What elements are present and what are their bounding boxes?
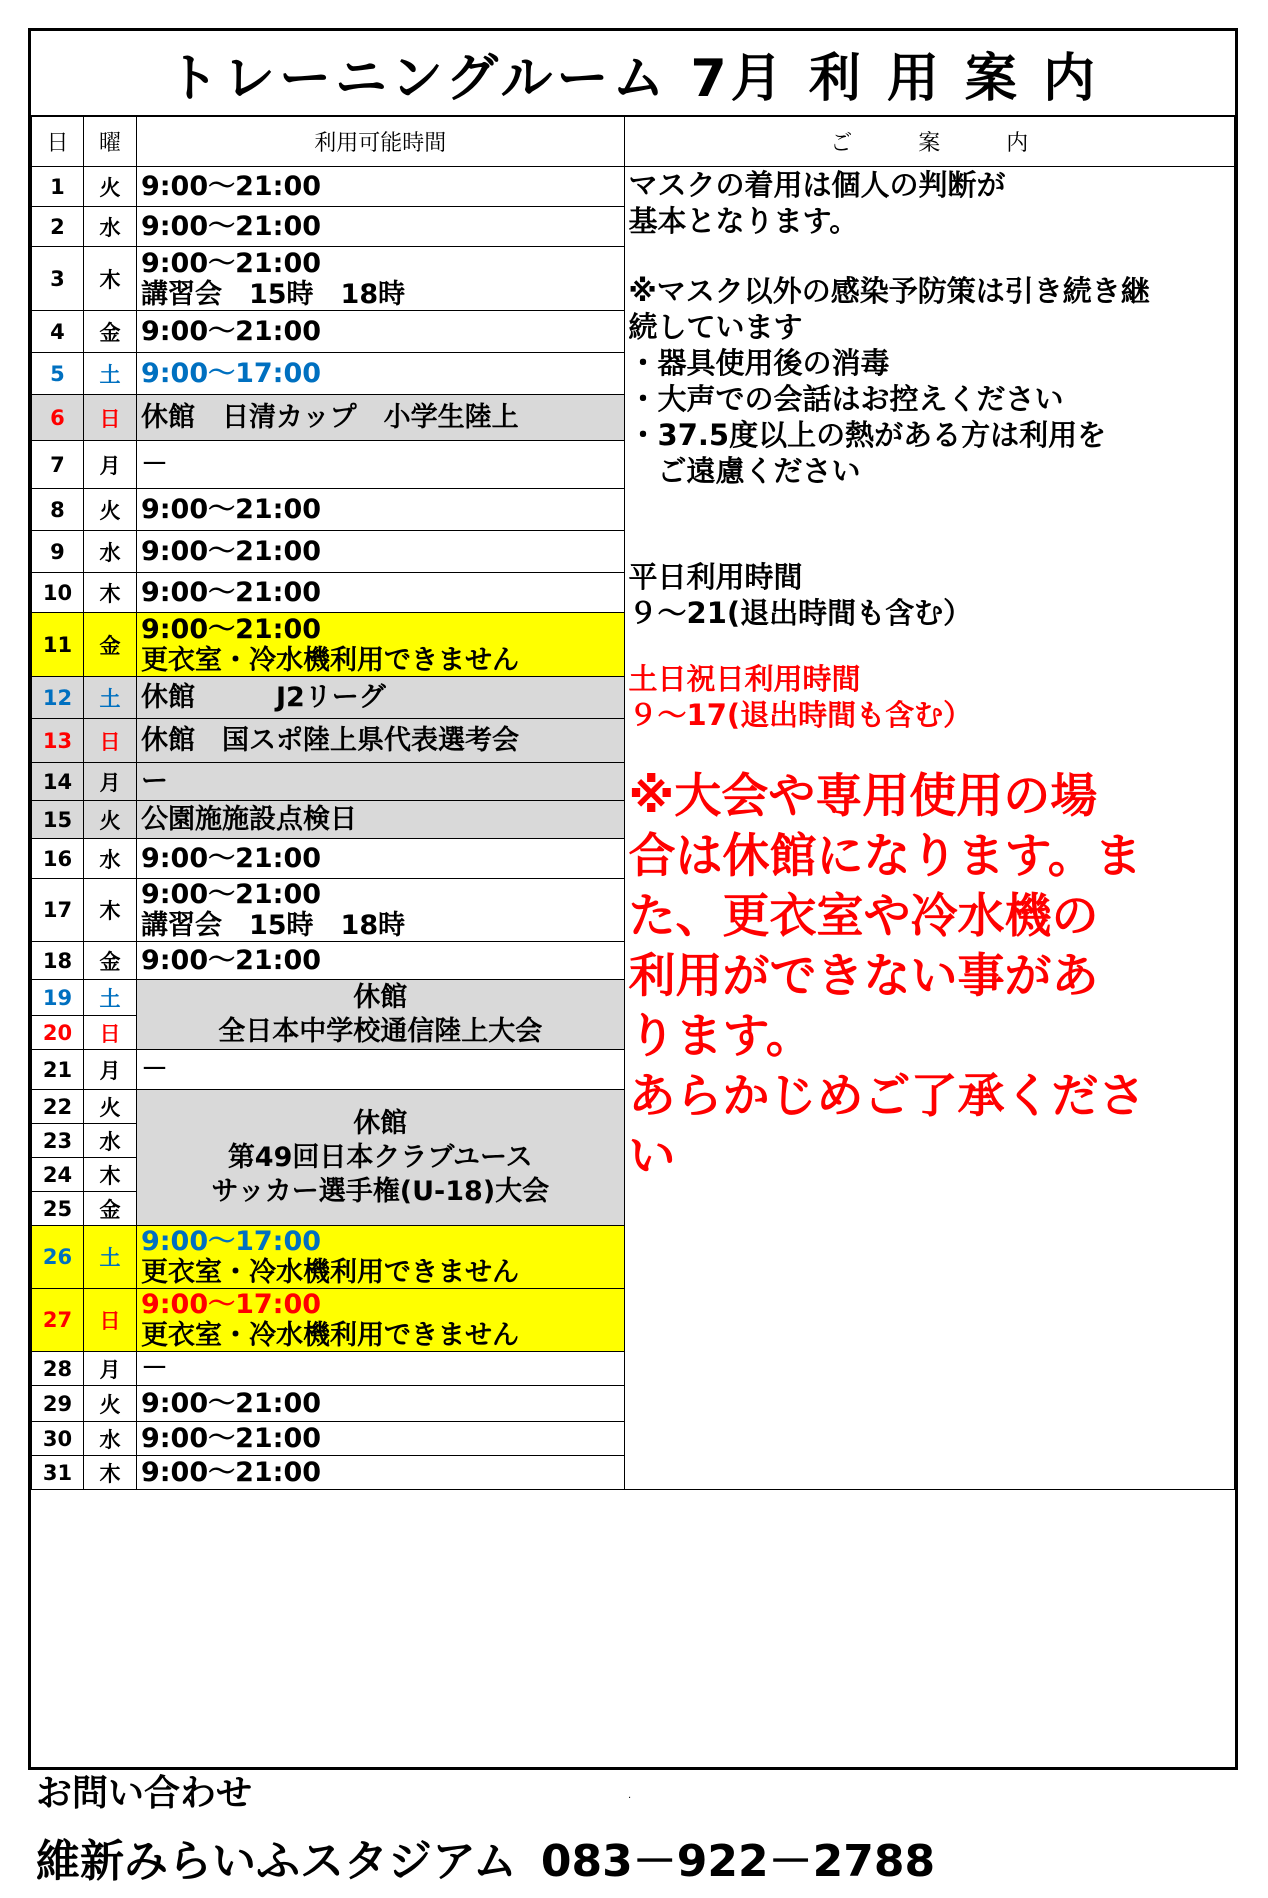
day-cell: 9 [32,531,84,573]
day-cell: 27 [32,1289,84,1352]
weekday-cell: 木 [83,879,136,942]
time-line: 更衣室・冷水機利用できません [140,644,519,676]
time-line: 公園施施設点検日 [140,804,357,835]
day-cell: 26 [32,1226,84,1289]
time-line: 講習会 15時 18時 [140,910,406,941]
time-cell [136,489,624,531]
time-cell [136,395,624,441]
time-line: 休館 J2リーグ [140,682,386,713]
day-cell: 21 [32,1050,84,1090]
day-cell: 24 [32,1158,84,1192]
guide-cell [624,167,1234,1490]
time-line: 9:00～21:00 [140,879,322,910]
weekday-cell: 木 [83,573,136,613]
day-cell: 7 [32,441,84,489]
schedule-row [32,167,1235,207]
weekday-cell: 日 [83,719,136,763]
time-cell [136,1226,624,1289]
time-line: 休館 日清カップ 小学生陸上 [140,402,519,433]
weekday-cell: 月 [83,1050,136,1090]
notice-line: 利用ができない事があ [628,949,1099,1004]
weekday-cell: 水 [83,1124,136,1158]
weekday-cell: 日 [83,1016,136,1050]
guide-measure-line: ・37.5度以上の熱がある方は利用を [628,418,1107,452]
guide-measure-line: 続しています [628,310,803,344]
weekday-cell: 火 [83,1090,136,1124]
day-cell: 31 [32,1456,84,1490]
time-line: － [140,449,168,480]
time-cell [136,719,624,763]
time-cell [136,207,624,247]
notice-line: い [628,1129,676,1184]
day-cell: 15 [32,801,84,839]
time-cell [136,353,624,395]
time-line: 休館 国スポ陸上県代表選考会 [140,725,519,756]
time-cell [136,1289,624,1352]
day-cell: 29 [32,1386,84,1422]
time-line: 9:00～17:00 [140,1289,322,1320]
time-line: 9:00～21:00 [140,536,322,567]
time-line: 9:00～21:00 [140,843,322,874]
day-cell: 10 [32,573,84,613]
day-cell: 20 [32,1016,84,1050]
time-cell [136,839,624,879]
day-cell: 4 [32,311,84,353]
weekday-cell: 木 [83,1158,136,1192]
day-cell: 22 [32,1090,84,1124]
header-time: 利用可能時間 [136,116,624,167]
time-line: 9:00～21:00 [140,247,322,279]
time-cell [136,531,624,573]
time-line: 9:00～17:00 [140,1226,322,1257]
guide-measure-line: ※マスク以外の感染予防策は引き続き継 [628,274,1150,308]
contact-section [36,1770,935,1896]
weekday-cell: 日 [83,1289,136,1352]
weekday-cell: 月 [83,441,136,489]
weekday-cell: 火 [83,801,136,839]
time-cell [136,311,624,353]
notice-line: た、更衣室や冷水機の [628,889,1099,944]
contact-label: お問い合わせ [36,1773,253,1814]
day-cell: 3 [32,247,84,311]
closure-notice [629,767,1230,1187]
weekday-cell: 日 [83,395,136,441]
time-cell [136,879,624,942]
contact-phone: 083－922－2788 [540,1836,936,1887]
weekday-hours-title: 平日利用時間 [628,560,803,594]
time-line: － [140,1353,168,1384]
day-cell: 6 [32,395,84,441]
time-line: 9:00～21:00 [140,1457,322,1488]
schedule-table [31,115,1235,1490]
weekday-cell: 火 [83,1386,136,1422]
notice-line: ります。 [628,1009,813,1064]
time-line: － [140,1054,168,1085]
weekday-cell: 火 [83,489,136,531]
weekday-cell: 土 [83,980,136,1016]
header-guide: ご 案 内 [624,116,1234,167]
weekday-cell: 水 [83,207,136,247]
weekday-cell: 土 [83,1226,136,1289]
notice-line: あらかじめご了承くださ [628,1069,1146,1124]
time-line: 更衣室・冷水機利用できません [140,1320,519,1351]
day-cell: 8 [32,489,84,531]
weekday-cell: 金 [83,1192,136,1226]
time-line: 9:00～21:00 [140,211,322,242]
guide-mask-line: 基本となります。 [628,204,859,238]
day-cell: 16 [32,839,84,879]
page-title: トレーニングルーム 7月 利 用 案 内 [31,31,1235,117]
weekday-cell: 月 [83,763,136,801]
time-line: 更衣室・冷水機利用できません [140,1257,519,1288]
day-cell: 5 [32,353,84,395]
time-cell [136,441,624,489]
guide-measure-line: ・大声での会話はお控えください [628,382,1064,416]
day-cell: 2 [32,207,84,247]
time-line: 9:00～21:00 [140,1423,322,1454]
holiday-hours-title: 土日祝日利用時間 [628,662,861,696]
time-cell [136,763,624,801]
weekday-cell: 月 [83,1352,136,1386]
guide-measure-line: ご遠慮ください [628,454,861,488]
time-line: 9:00～21:00 [140,171,322,202]
time-line: ー [140,766,168,797]
day-cell: 23 [32,1124,84,1158]
time-cell [136,1090,624,1226]
schedule-body [32,167,1235,1490]
time-line: 9:00～17:00 [140,358,322,389]
time-cell [136,980,624,1050]
weekday-cell: 火 [83,167,136,207]
weekday-cell: 土 [83,353,136,395]
time-cell [136,1050,624,1090]
header-row [32,116,1235,167]
notice-line: ※大会や専用使用の場 [628,769,1098,824]
time-cell [136,613,624,677]
schedule-sheet [28,28,1238,1770]
weekday-cell: 金 [83,613,136,677]
time-cell [136,942,624,980]
time-cell [136,247,624,311]
time-line: 9:00～21:00 [140,577,322,608]
time-cell [136,1386,624,1422]
guide-mask-line: マスクの着用は個人の判断が [628,168,1006,202]
time-cell [136,573,624,613]
time-line: サッカー選手権(U-18)大会 [211,1175,550,1207]
time-line: 9:00～21:00 [140,316,322,347]
weekday-cell: 水 [83,1422,136,1456]
day-cell: 12 [32,677,84,719]
weekday-cell: 土 [83,677,136,719]
time-line: 9:00～21:00 [140,494,322,525]
contact-venue: 維新みらいふスタジアム [36,1836,517,1887]
time-cell [136,677,624,719]
contact-line [36,1828,935,1896]
holiday-hours: ９～17(退出時間も含む） [628,698,973,732]
day-cell: 17 [32,879,84,942]
day-cell: 28 [32,1352,84,1386]
time-line: 全日本中学校通信陸上大会 [218,1015,543,1047]
time-cell [136,801,624,839]
stray-dot: . [628,1790,632,1801]
time-cell [136,167,624,207]
weekday-cell: 金 [83,311,136,353]
time-cell [136,1422,624,1456]
weekday-cell: 金 [83,942,136,980]
time-line: 第49回日本クラブユース [227,1141,533,1173]
weekday-cell: 水 [83,839,136,879]
day-cell: 11 [32,613,84,677]
time-cell [136,1352,624,1386]
time-line: 9:00～21:00 [140,1388,322,1419]
day-cell: 18 [32,942,84,980]
time-line: 9:00～21:00 [140,945,322,976]
time-line: 休館 [353,1107,408,1139]
day-cell: 25 [32,1192,84,1226]
notice-line: 合は休館になります。ま [628,829,1142,884]
day-cell: 13 [32,719,84,763]
day-cell: 1 [32,167,84,207]
weekday-hours: ９～21(退出時間も含む） [628,596,973,630]
time-line: 休館 [353,981,408,1013]
weekday-cell: 木 [83,1456,136,1490]
day-cell: 30 [32,1422,84,1456]
day-cell: 14 [32,763,84,801]
weekday-cell: 木 [83,247,136,311]
guide-measure-line: ・器具使用後の消毒 [628,346,890,380]
time-cell [136,1456,624,1490]
header-day: 日 [32,116,84,167]
time-line: 9:00～21:00 [140,613,322,645]
weekday-cell: 水 [83,531,136,573]
header-weekday: 曜 [83,116,136,167]
time-line: 講習会 15時 18時 [140,278,406,310]
day-cell: 19 [32,980,84,1016]
